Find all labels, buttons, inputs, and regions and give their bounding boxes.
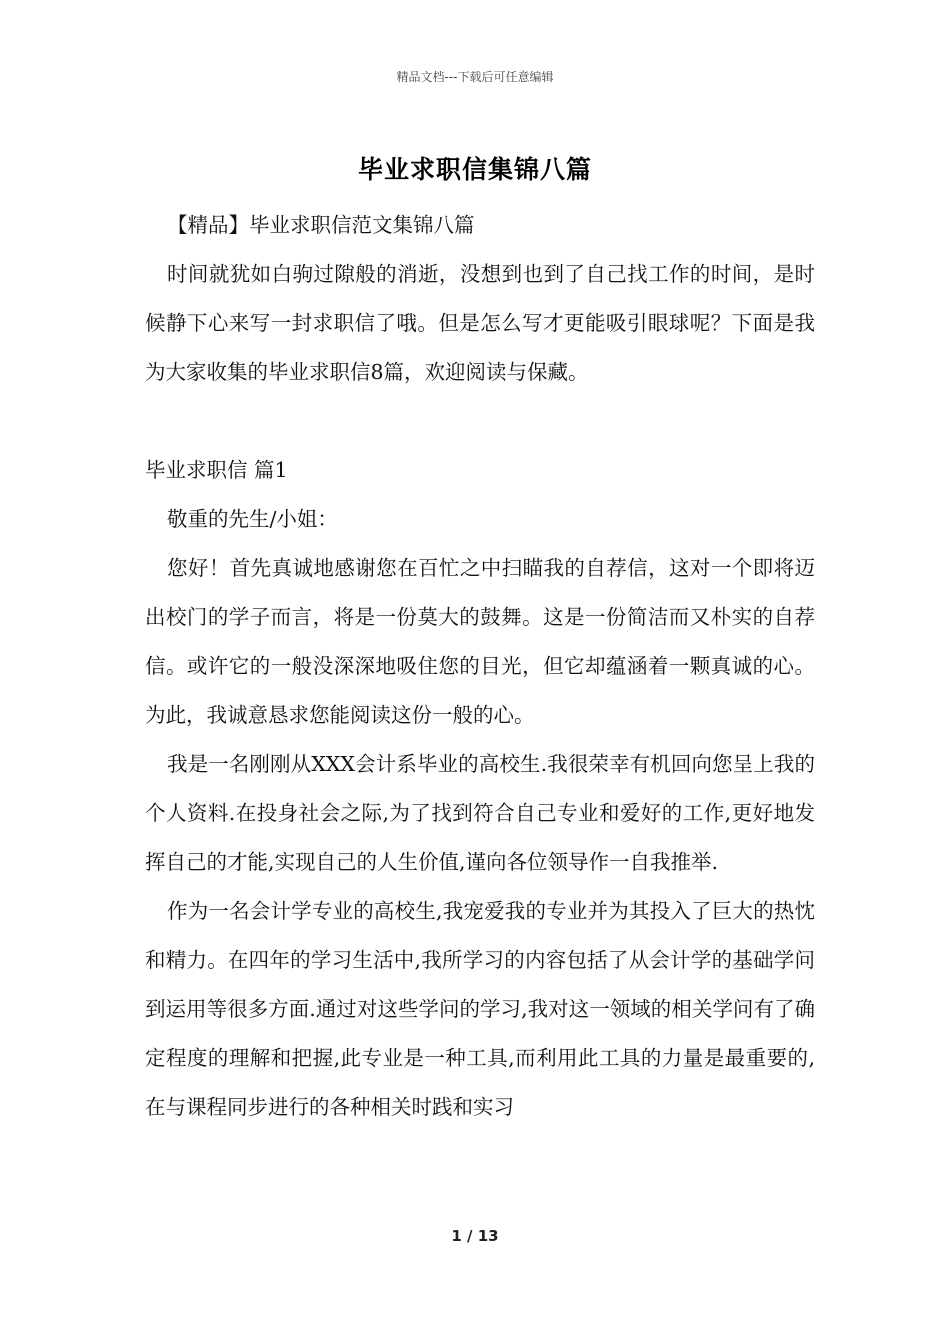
letter-paragraph: 我是一名刚刚从XXX会计系毕业的高校生.我很荣幸有机回向您呈上我的个人资料.在投身社会之际,为了找到符合自己专业和爱好的工作,更好地发挥自己的才能,实现自己的人生价值,谨向各位领导作一自我推举. [145,752,815,874]
intro-paragraph: 时间就犹如白驹过隙般的消逝，没想到也到了自己找工作的时间，是时候静下心来写一封求职信了哦。但是怎么写才更能吸引眼球呢？下面是我为大家收集的毕业求职信8篇，欢迎阅读与保藏。 [145,262,815,384]
paragraph-spacer [145,397,815,446]
document-title: 毕业求职信集锦八篇 [357,155,592,184]
document-body [145,201,815,1132]
section-heading: 毕业求职信 篇1 [145,458,288,482]
letter-greeting: 敬重的先生/小姐： [167,507,338,531]
page-header: 精品文档---下载后可任意编辑 [396,70,554,84]
letter-paragraph: 您好！首先真诚地感谢您在百忙之中扫瞄我的自荐信，这对一个即将迈出校门的学子而言，将是一份莫大的鼓舞。这是一份简洁而又朴实的自荐信。或许它的一般没深深地吸住您的目光，但它却蕴涵着一颗真诚的心。为此，我诚意恳求您能阅读这份一般的心。 [145,556,815,727]
document-subtitle: 【精品】毕业求职信范文集锦八篇 [167,213,475,237]
page-number: 1 / 13 [451,1227,499,1245]
letter-paragraph: 作为一名会计学专业的高校生,我宠爱我的专业并为其投入了巨大的热忱和精力。在四年的学习生活中,我所学习的内容包括了从会计学的基础学问到运用等很多方面.通过对这些学问的学习,我对这一领域的相关学问有了确定程度的理解和把握,此专业是一种工具,而利用此工具的力量是最重要的,在与课程同步进行的各种相关时践和实习 [145,899,815,1119]
